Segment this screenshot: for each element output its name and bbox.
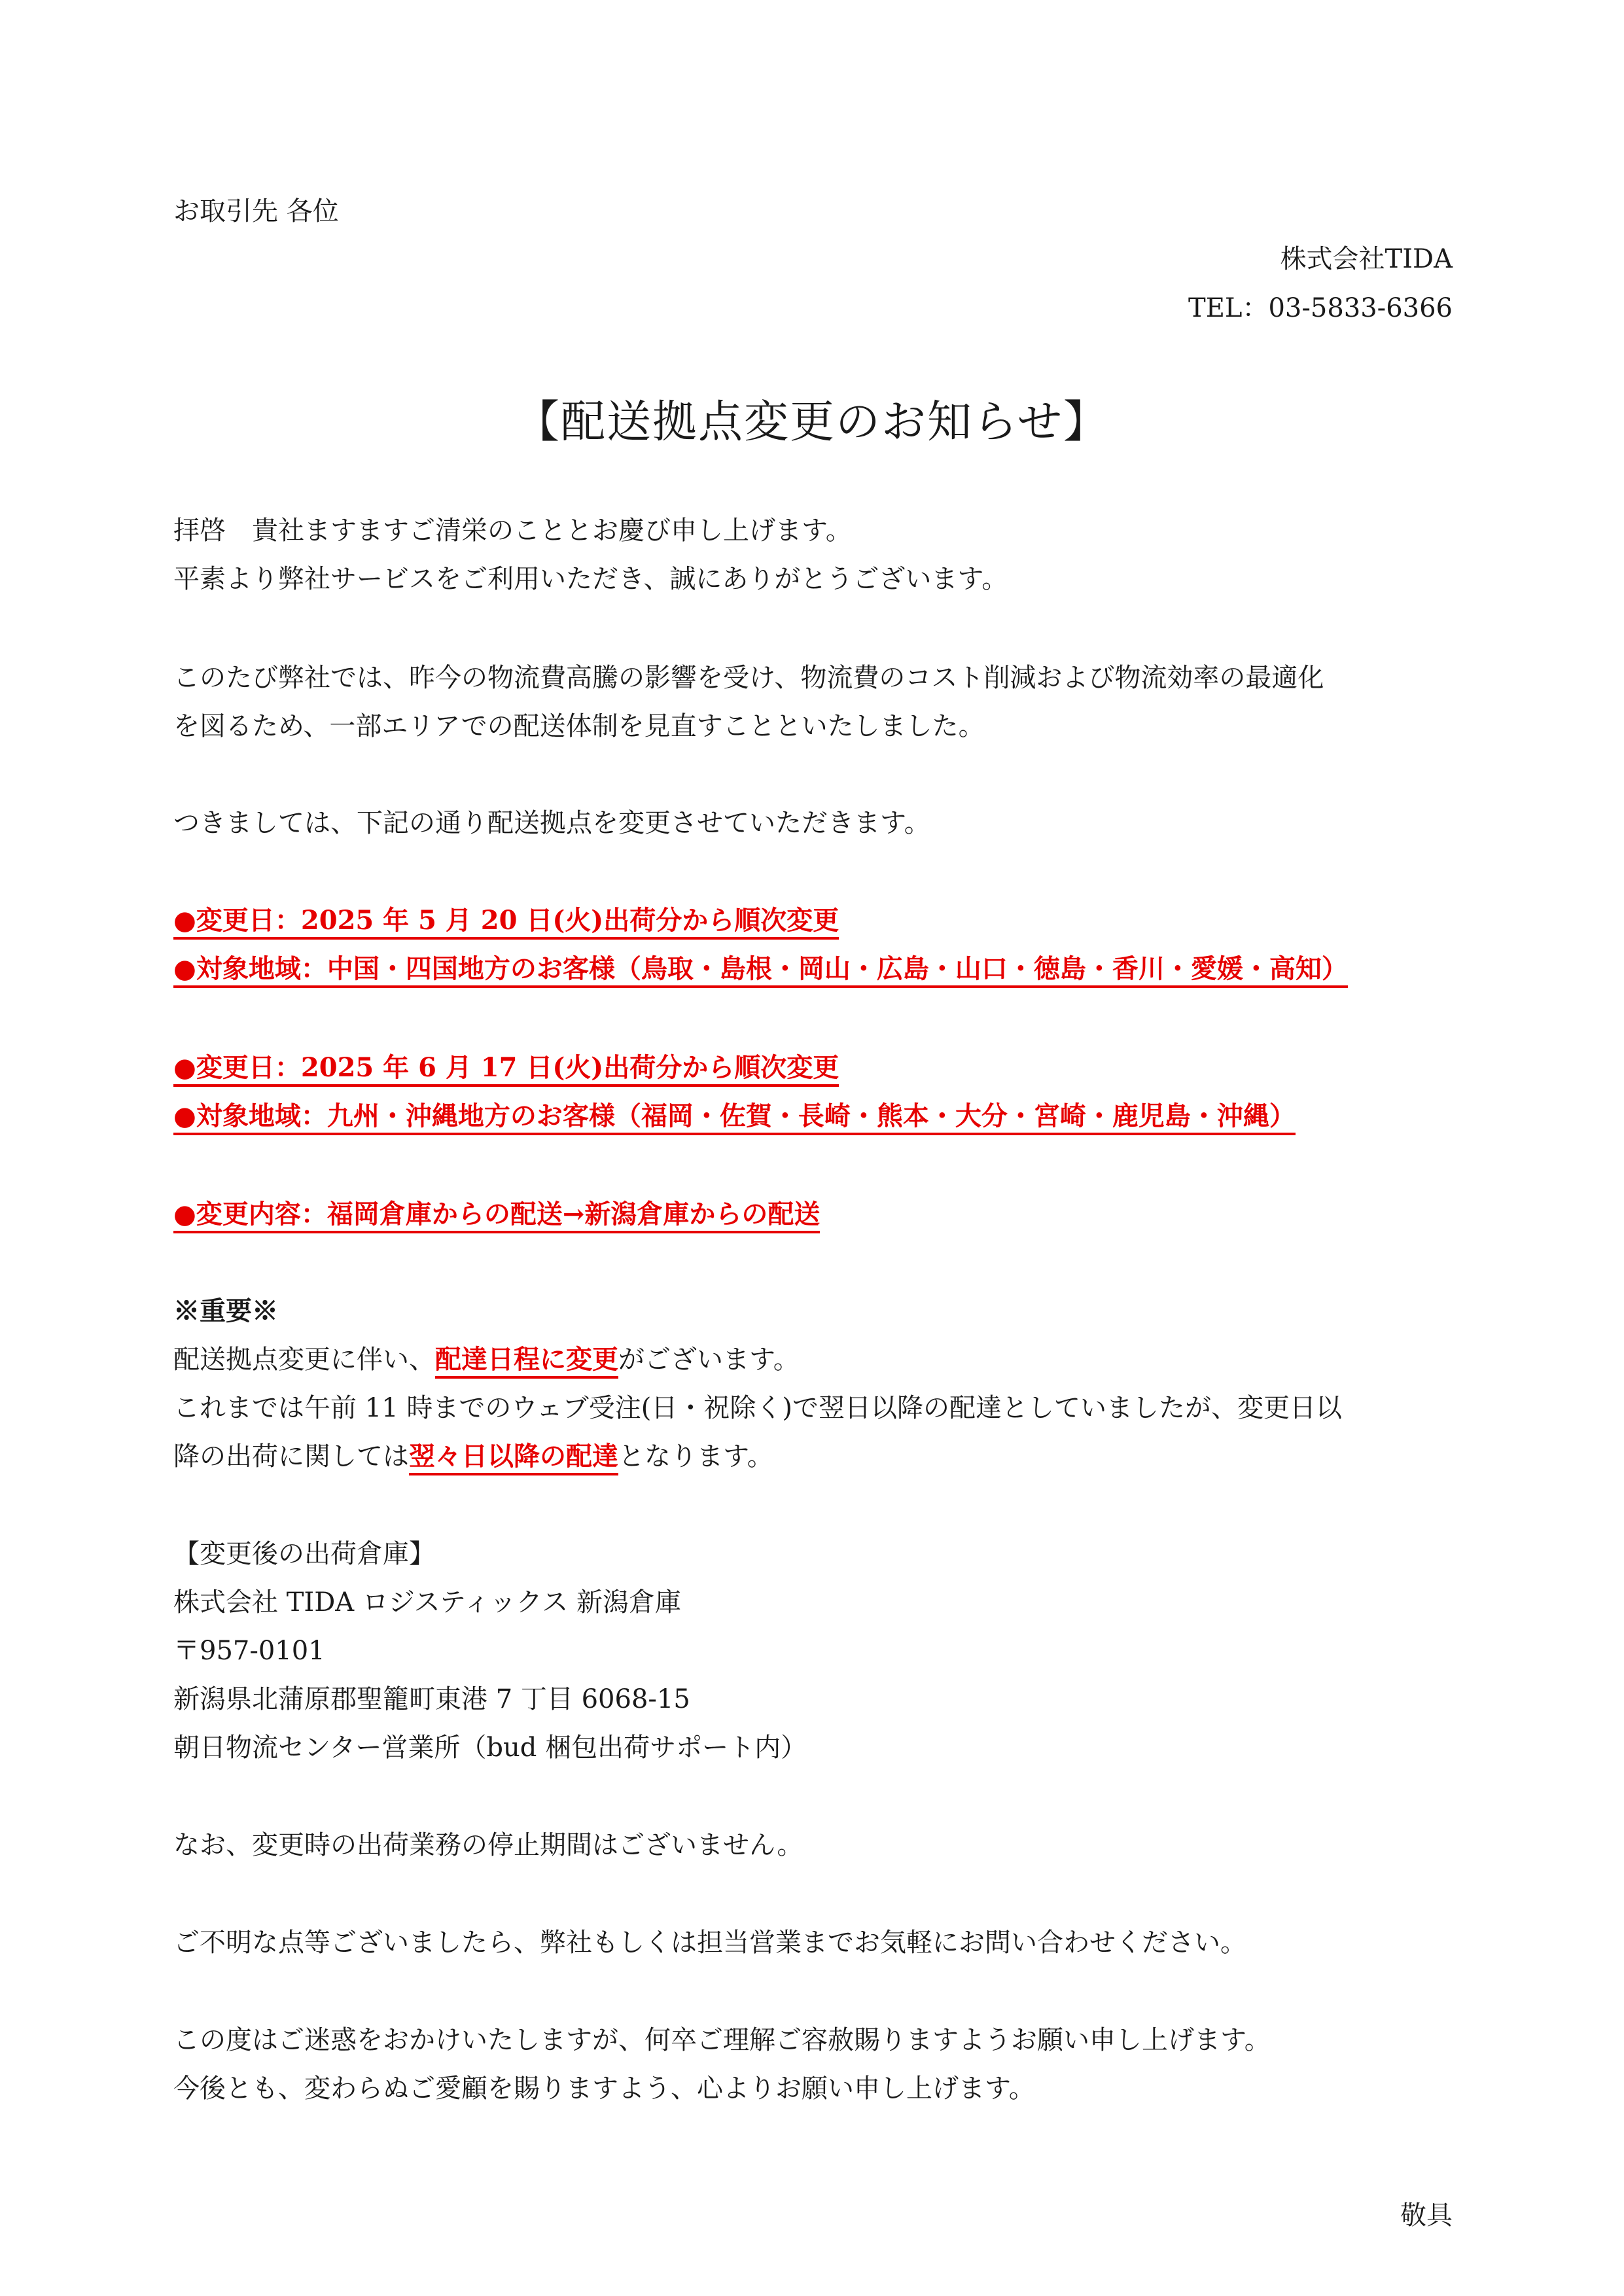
sender-tel: TEL：03-5833-6366 xyxy=(1188,293,1453,323)
warehouse-postal: 〒957-0101 xyxy=(173,1636,325,1666)
important-line-3-pre: 降の出荷に関しては xyxy=(173,1441,409,1472)
change-content-text: ●変更内容：福岡倉庫からの配送→新潟倉庫からの配送 xyxy=(173,1199,820,1233)
no-stop-notice: なお、変更時の出荷業務の停止期間はございません。 xyxy=(173,1830,803,1860)
important-line-1 xyxy=(173,1340,800,1379)
sender-company: 株式会社TIDA xyxy=(1280,244,1453,274)
announce-text: つきましては、下記の通り配送拠点を変更させていただきます。 xyxy=(173,808,930,838)
change-1-date-text: ●変更日：2025 年 5 月 20 日(火)出荷分から順次変更 xyxy=(173,905,839,940)
warehouse-office: 朝日物流センター営業所（bud 梱包出荷サポート内） xyxy=(173,1733,807,1763)
change-2-area xyxy=(173,1097,1296,1136)
important-line-1-highlight: 配達日程に変更 xyxy=(435,1344,618,1379)
important-heading: ※重要※ xyxy=(173,1296,278,1326)
greeting-line-2: 平素より弊社サービスをご利用いただき、誠にありがとうございます。 xyxy=(173,564,1008,594)
warehouse-name: 株式会社 TIDA ロジスティックス 新潟倉庫 xyxy=(173,1587,681,1617)
change-2-area-text: ●対象地域：九州・沖縄地方のお客様（福岡・佐賀・長崎・熊本・大分・宮崎・鹿児島・沖縄） xyxy=(173,1101,1296,1135)
important-line-1-pre: 配送拠点変更に伴い、 xyxy=(173,1345,435,1375)
document-title: 【配送拠点変更のお知らせ】 xyxy=(515,397,1109,448)
change-1-area xyxy=(173,949,1348,989)
closing-line-1: この度はご迷惑をおかけいたしますが、何卒ご理解ご容赦賜りますようお願い申し上げます。 xyxy=(173,2025,1271,2055)
important-line-1-post: がございます。 xyxy=(618,1345,800,1375)
important-line-3-post: となります。 xyxy=(618,1441,773,1472)
important-line-3 xyxy=(173,1437,773,1476)
change-2-date-text: ●変更日：2025 年 6 月 17 日(火)出荷分から順次変更 xyxy=(173,1052,839,1087)
intro-line-1: このたび弊社では、昨今の物流費高騰の影響を受け、物流費のコスト削減および物流効率の最適化 xyxy=(173,663,1324,693)
warehouse-address: 新潟県北蒲原郡聖籠町東港 7 丁目 6068-15 xyxy=(173,1684,690,1714)
change-1-area-text: ●対象地域：中国・四国地方のお客様（鳥取・島根・岡山・広島・山口・徳島・香川・愛媛・高知） xyxy=(173,953,1348,988)
important-line-2: これまでは午前 11 時までのウェブ受注(日・祝除く)で翌日以降の配達としていましたが、変更日以 xyxy=(173,1393,1342,1423)
recipient: お取引先 各位 xyxy=(173,196,339,226)
change-2-date xyxy=(173,1048,839,1087)
greeting-line-1: 拝啓 貴社ますますご清栄のこととお慶び申し上げます。 xyxy=(173,516,852,546)
important-line-3-highlight: 翌々日以降の配達 xyxy=(409,1441,618,1475)
closing-line-2: 今後とも、変わらぬご愛顧を賜りますよう、心よりお願い申し上げます。 xyxy=(173,2074,1035,2104)
sign-off: 敬具 xyxy=(1400,2200,1453,2231)
warehouse-heading: 【変更後の出荷倉庫】 xyxy=(173,1539,435,1569)
change-1-date xyxy=(173,901,839,940)
contact-text: ご不明な点等ございましたら、弊社もしくは担当営業までお気軽にお問い合わせください。 xyxy=(173,1928,1246,1958)
intro-line-2: を図るため、一部エリアでの配送体制を見直すことといたしました。 xyxy=(173,711,985,741)
change-content xyxy=(173,1195,820,1234)
